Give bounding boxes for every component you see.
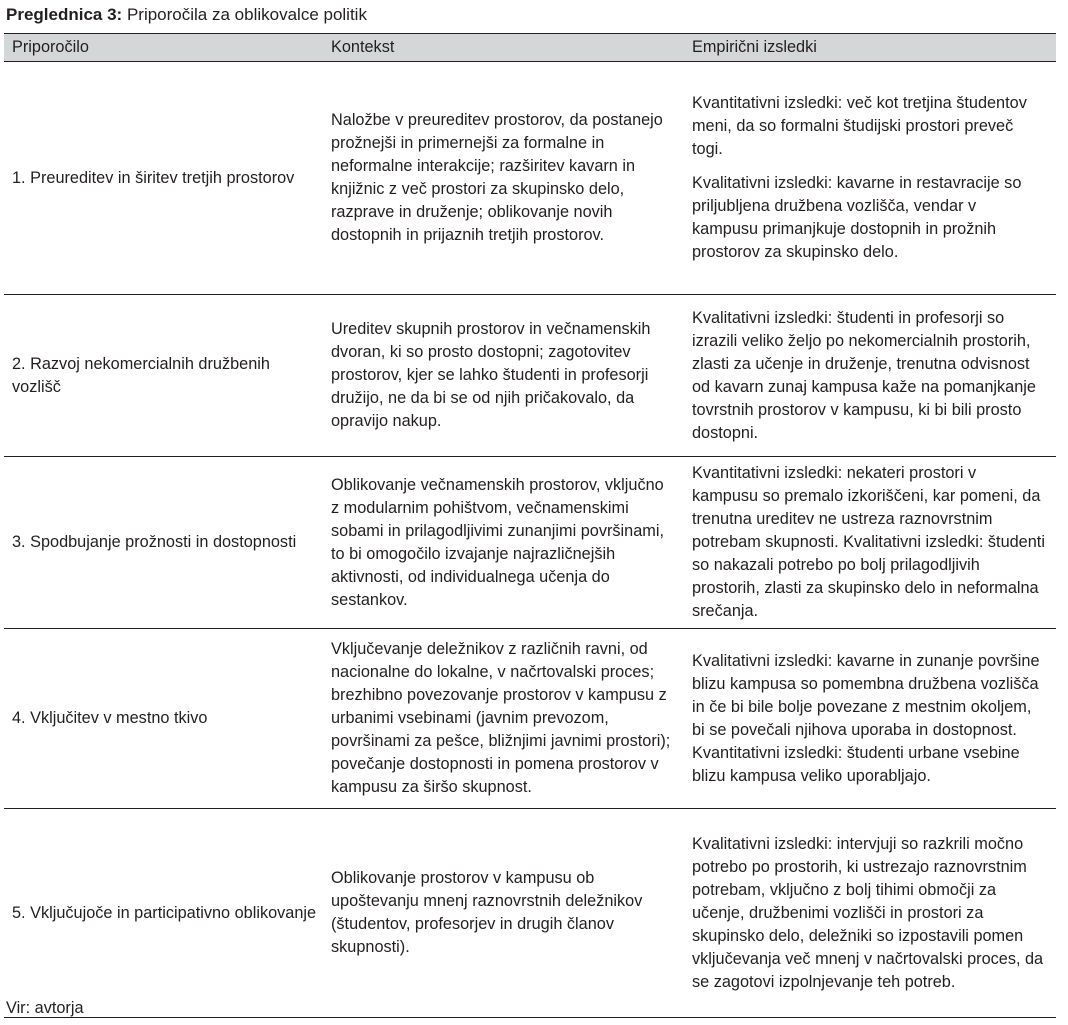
header-recommendation: Priporočilo xyxy=(4,34,323,62)
findings-cell xyxy=(684,295,1056,457)
table-caption xyxy=(6,4,367,26)
findings-paragraph: Kvantitativni izsledki: nekateri prostori v kampusu so premalo izkoriščeni, kar pomeni, da trenutna ureditev ne ustreza raznovrstnim potrebam skupnosti. Kvalitativni izsledki: študenti so nakazali potrebo po bolj prilagodljivih prostorih, zlasti za skupinsko delo in neformalna srečanja. xyxy=(692,464,1045,620)
recommendations-table xyxy=(4,33,1056,1018)
recommendation-cell: 4. Vključitev v mestno tkivo xyxy=(4,629,323,809)
context-cell: Naložbe v preureditev prostorov, da postanejo prožnejši in primernejši za formalne in neformalne interakcije; razširitev kavarn in knjižnic z več prostori za skupinsko delo, razprave in druženje; oblikovanje novih dostopnih in prijaznih tretjih prostorov. xyxy=(323,62,684,295)
caption-label: Preglednica 3: xyxy=(6,5,123,24)
findings-paragraph: Kvantitativni izsledki: več kot tretjina študentov meni, da so formalni študijski prostori preveč togi. xyxy=(692,94,1027,158)
header-findings: Empirični izsledki xyxy=(684,34,1056,62)
findings-cell xyxy=(684,62,1056,295)
findings-paragraph: Kvalitativni izsledki: intervjuji so razkrili močno potrebo po prostorih, ki ustrezajo raznovrstnim potrebam, vključno z bolj tihimi območji za učenje, družbenimi vozlišči in prostori za skupinsko delo, deležniki so izpostavili pomen vključevanja več mnenj v načrtovalski proces, da se zagotovi izpolnjevanje teh potreb. xyxy=(692,834,1044,991)
table-row xyxy=(4,62,1056,295)
table-row xyxy=(4,809,1056,1018)
context-cell: Vključevanje deležnikov z različnih ravni, od nacionalne do lokalne, v načrtovalski proces; brezhibno povezovanje prostorov v kampusu z urbanimi vsebinami (javnim prevozom, površinami za pešce, bližnjimi javnimi prostori); povečanje dostopnosti in pomena prostorov v kampusu za širšo skupnost. xyxy=(323,629,684,809)
findings-cell xyxy=(684,457,1056,629)
findings-paragraph: Kvalitativni izsledki: kavarne in zunanje površine blizu kampusa so pomembna družbena vozlišča in če bi bile bolje povezane z mestnim okoljem, bi se povečali njihova uporaba in dostopnost. Kvantitativni izsledki: študenti urbane vsebine blizu kampusa veliko uporabljajo. xyxy=(692,651,1040,785)
recommendation-cell: 1. Preureditev in širitev tretjih prostorov xyxy=(4,62,323,295)
recommendation-cell: 5. Vključujoče in participativno oblikovanje xyxy=(4,809,323,1018)
findings-cell xyxy=(684,629,1056,809)
recommendation-cell: 3. Spodbujanje prožnosti in dostopnosti xyxy=(4,457,323,629)
findings-paragraph: Kvalitativni izsledki: kavarne in restavracije so priljubljena družbena vozlišča, vendar v kampusu primanjkuje dostopnih in prožnih prostorov za skupinsko delo. xyxy=(692,174,1022,261)
table-header-row xyxy=(4,34,1056,62)
source-note: Vir: avtorja xyxy=(6,999,84,1017)
table-row xyxy=(4,295,1056,457)
findings-paragraph: Kvalitativni izsledki: študenti in profesorji so izrazili veliko željo po nekomercialnih prostorih, zlasti za učenje in druženje, trenutna odvisnost od kavarn zunaj kampusa kaže na pomanjkanje tovrstnih prostorov v kampusu, ki bi bili prosto dostopni. xyxy=(692,308,1036,442)
recommendation-cell: 2. Razvoj nekomercialnih družbenih vozlišč xyxy=(4,295,323,457)
table-row xyxy=(4,629,1056,809)
findings-cell xyxy=(684,809,1056,1018)
table-row xyxy=(4,457,1056,629)
context-cell: Oblikovanje večnamenskih prostorov, vključno z modularnim pohištvom, večnamenskimi sobami in prilagodljivimi zunanjimi površinami, to bi omogočilo izvajanje najrazličnejših aktivnosti, od individualnega učenja do sestankov. xyxy=(323,457,684,629)
context-cell: Oblikovanje prostorov v kampusu ob upoštevanju mnenj raznovrstnih deležnikov (študentov, profesorjev in drugih članov skupnosti). xyxy=(323,809,684,1018)
caption-title: Priporočila za oblikovalce politik xyxy=(126,5,367,24)
header-context: Kontekst xyxy=(323,34,684,62)
context-cell: Ureditev skupnih prostorov in večnamenskih dvoran, ki so prosto dostopni; zagotovitev prostorov, kjer se lahko študenti in profesorji družijo, ne da bi se od njih pričakovalo, da opravijo nakup. xyxy=(323,295,684,457)
